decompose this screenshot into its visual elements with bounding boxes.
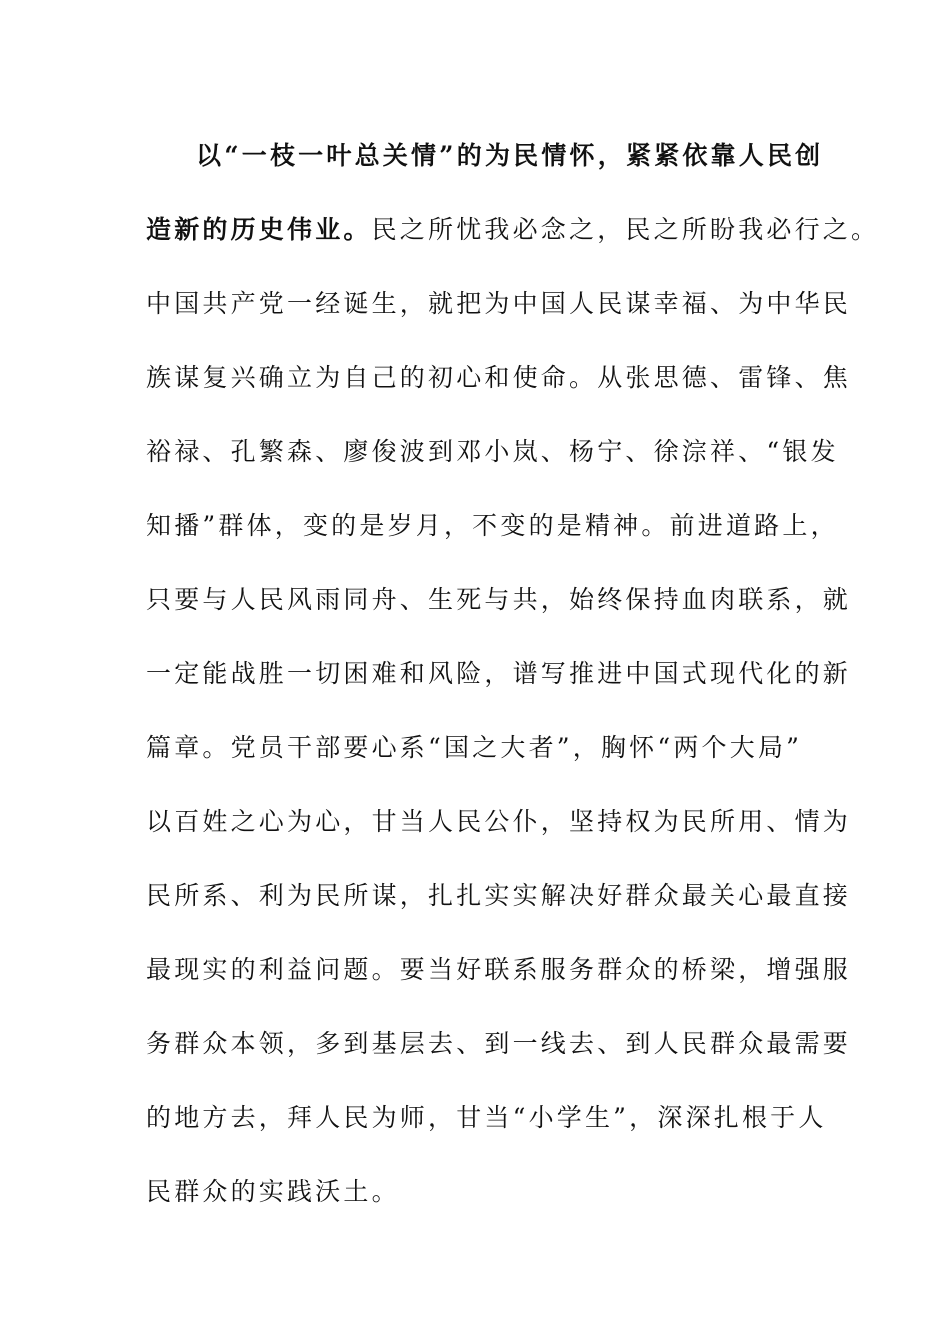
paragraph-line bbox=[146, 1024, 852, 1064]
body-text: 裕禄、孔繁森、廖俊波到邓小岚、杨宁、徐淙祥、“银发 bbox=[146, 437, 839, 466]
body-text: 民群众的实践沃土。 bbox=[146, 1177, 400, 1206]
paragraph-line bbox=[146, 580, 852, 620]
paragraph-line bbox=[146, 876, 852, 916]
paragraph-line bbox=[146, 728, 836, 768]
body-text: 最现实的利益问题。要当好联系服务群众的桥梁，增强服 bbox=[146, 955, 852, 984]
body-text: 的地方去，拜人民为师，甘当“小学生”，深深扎根于人 bbox=[146, 1103, 827, 1132]
paragraph-line bbox=[146, 950, 852, 990]
paragraph-line bbox=[146, 358, 852, 398]
paragraph-line bbox=[146, 654, 852, 694]
paragraph-line bbox=[146, 506, 839, 546]
paragraph-line bbox=[146, 284, 852, 324]
body-text: 一定能战胜一切困难和风险，谱写推进中国式现代化的新 bbox=[146, 659, 852, 688]
body-text: 民所系、利为民所谋，扎扎实实解决好群众最关心最直接 bbox=[146, 881, 852, 910]
paragraph-line bbox=[146, 210, 880, 250]
body-text: 民之所忧我必念之，民之所盼我必行之。 bbox=[371, 215, 880, 244]
body-text: 只要与人民风雨同舟、生死与共，始终保持血肉联系，就 bbox=[146, 585, 852, 614]
body-text: 篇章。党员干部要心系“国之大者”，胸怀“两个大局” bbox=[146, 733, 803, 762]
body-text: 族谋复兴确立为自己的初心和使命。从张思德、雷锋、焦 bbox=[146, 363, 852, 392]
paragraph-line bbox=[146, 1172, 836, 1212]
paragraph-line bbox=[196, 136, 886, 176]
body-text: 中国共产党一经诞生，就把为中国人民谋幸福、为中华民 bbox=[146, 289, 852, 318]
paragraph-line bbox=[146, 802, 852, 842]
paragraph-line bbox=[146, 1098, 836, 1138]
body-text: 知播”群体，变的是岁月，不变的是精神。前进道路上， bbox=[146, 511, 839, 540]
paragraph-line bbox=[146, 432, 839, 472]
bold-heading-text: 造新的历史伟业。 bbox=[146, 215, 372, 244]
body-text: 以百姓之心为心，甘当人民公仆，坚持权为民所用、情为 bbox=[146, 807, 852, 836]
body-text: 务群众本领，多到基层去、到一线去、到人民群众最需要 bbox=[146, 1029, 852, 1058]
bold-heading-text: 以“一枝一叶总关情”的为民情怀，紧紧依靠人民创 bbox=[196, 141, 824, 170]
